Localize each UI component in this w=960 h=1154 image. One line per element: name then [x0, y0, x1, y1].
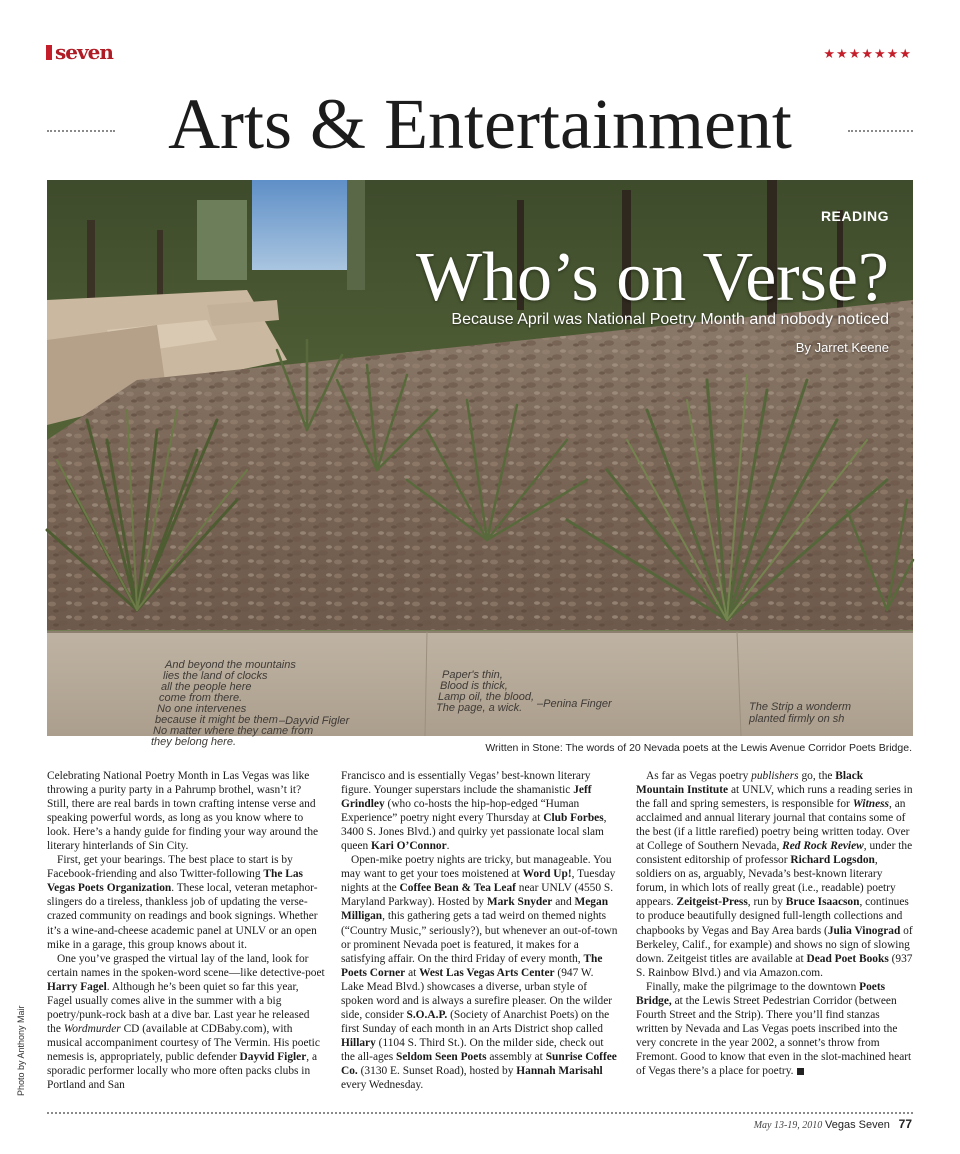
- stone-signature-left: –Dayvid Figler: [279, 715, 350, 727]
- footer-rule: [47, 1112, 913, 1114]
- end-mark-icon: [797, 1068, 804, 1075]
- stone-line-mid-2: Blood is thick,: [440, 680, 508, 692]
- paragraph: Open-mike poetry nights are tricky, but manageable. You may want to get your toes moistened at Word Up!, Tuesday nights at the Coffee Bean & Tea Leaf near UNLV (4550 S. Maryland Parkway). Hosted by Mark Snyder and Megan Milligan, this gathering gets a tad weird on themed nights (“Country Music,” seriously?), but whenever an out-of-town or prominent Nevada poet is featured, it makes for a satisfying affair. On the third Friday of every month, The Poets Corner at West Las Vegas Arts Center (947 W. Lake Mead Blvd.) showcases a diverse, urban style of spoken word and is always a surefire pleaser. On the wilder side, consider S.O.A.P. (Society of Anarchist Poets) on the first Sunday of each month in an Arts District shop called Hillary (1104 S. Third St.). On the milder side, check out the all-ages Seldom Seen Poets assembly at Sunrise Coffee Co. (3130 E. Sunset Road), hosted by Hannah Marisahl every Wednesday.: [341, 854, 618, 1092]
- stone-line-mid-1: Paper's thin,: [442, 669, 503, 681]
- article-dek: Because April was National Poetry Month and nobody noticed: [451, 311, 889, 328]
- stone-line-7: No matter where they came from: [153, 725, 314, 737]
- paragraph: One you’ve grasped the virtual lay of the land, look for certain names in the spoken-word scene—like detective-poet Harry Fagel. Although he’s been quiet so far this year, Fagel usually comes alive in the summer with a big poetry/punk-rock bash at a dive bar. Last year he released the Wordmurder CD (available at CDBaby.com), with musical accompaniment courtesy of The Vermin. His poetic nemesis is, appropriately, public defender Dayvid Figler, a sporadic performer locally who more often packs clubs in Portland and San: [47, 952, 325, 1092]
- article-kicker: READING: [820, 208, 889, 224]
- stone-line-5: No one intervenes: [157, 703, 247, 715]
- stone-line-right-1: The Strip a wonderm: [749, 701, 852, 713]
- logo-bar: [46, 45, 52, 60]
- stone-line-6: because it might be them: [155, 714, 278, 726]
- body-column-1: [47, 769, 325, 1092]
- logo-word: seven: [55, 40, 113, 64]
- title-rule-right: [848, 130, 913, 132]
- stone-line-4: come from there.: [159, 692, 243, 704]
- body-column-3: [636, 769, 914, 1078]
- stone-line-mid-4: The page, a wick.: [436, 702, 523, 714]
- stone-line-mid-3: Lamp oil, the blood,: [438, 691, 535, 703]
- stone-line-2: lies the land of clocks: [163, 670, 268, 682]
- rating-stars: ★★★★★★★: [823, 46, 912, 61]
- paragraph: Francisco and is essentially Vegas’ best-known literary figure. Younger superstars include the shamanistic Jeff Grindley (who co-hosts the hip-hop-edged “Human Experience” poetry night every Thursday at Club Forbes, 3400 S. Jones Blvd.) and quirky yet passionate local slam queen Kari O’Connor.: [341, 770, 607, 853]
- article-byline: By Jarret Keene: [795, 340, 889, 355]
- stone-signature-mid: –Penina Finger: [537, 698, 612, 710]
- photo-caption: Written in Stone: The words of 20 Nevada poets at the Lewis Avenue Corridor Poets Bridge.: [485, 742, 912, 754]
- photo-credit: Photo by Anthony Mair: [16, 1005, 26, 1096]
- body-column-2: [341, 769, 619, 1092]
- article-headline: Who’s on Verse?: [415, 239, 889, 316]
- paragraph: Finally, make the pilgrimage to the downtown Poets Bridge, at the Lewis Street Pedestrian Corridor (between Fourth Street and the Strip). There you’ll find stanzas written by Nevada and Las Vegas poets inscribed into the very concrete in the year 2002, a sonnet’s throw from Fremont. Good to know that even in the slot-machined heart of Vegas there’s a place for poetry.: [636, 980, 912, 1077]
- issue-date: May 13-19, 2010: [753, 1120, 823, 1131]
- paragraph: First, get your bearings. The best place to start is by Facebook-friending and also Twitter-following The Las Vegas Poets Organization. These local, veteran metaphor-slingers do a tireless, thankless job of updating the verse-crazed community on readings and book signings. Whether it’s a wine-and-cheese academic panel at UNLV or an open mike in a garage, this group knows about it.: [47, 854, 318, 951]
- page-number: 77: [898, 1117, 912, 1131]
- magazine-name: Vegas Seven: [825, 1119, 890, 1131]
- stone-line-right-2: planted firmly on sh: [749, 713, 845, 725]
- stone-line-3: all the people here: [161, 681, 252, 693]
- stone-line-1: And beyond the mountains: [165, 659, 296, 671]
- masthead-logo: [46, 42, 113, 62]
- section-title: Arts & Entertainment: [168, 84, 792, 164]
- paragraph: Celebrating National Poetry Month in Las Vegas was like throwing a purity party in a Pahrump brothel, wasn’t it? Still, there are real bards in town crafting intense verse and speaking powerful words, as long as you know where to look. Here’s a handy guide for finding your way around the literary hinterlands of Sin City.: [47, 770, 319, 853]
- page-folio: [754, 1117, 912, 1131]
- paragraph: As far as Vegas poetry publishers go, the Black Mountain Institute at UNLV, which runs a reading series in the fall and spring semesters, is responsible for Witness, an acclaimed and annual literary journal that contains some of the best (if a little rarefied) poetry being written today. Over at College of Southern Nevada, Red Rock Review, under the consistent editorship of professor Richard Logsdon, soldiers on as, arguably, Nevada’s best-known literary forum, in which lots of really great (i.e., readable) poetry appears. Zeitgeist-Press, run by Bruce Isaacson, continues to produce beautifully designed full-length collections and chapbooks by Vegas and Bay Area bards (Julia Vinograd of Berkeley, Calif., for example) and shows no sign of slowing down. Zeitgeist titles are available at Dead Poet Books (937 S. Rainbow Blvd.) and via Amazon.com.: [636, 770, 913, 979]
- stone-line-8: they belong here.: [151, 736, 237, 748]
